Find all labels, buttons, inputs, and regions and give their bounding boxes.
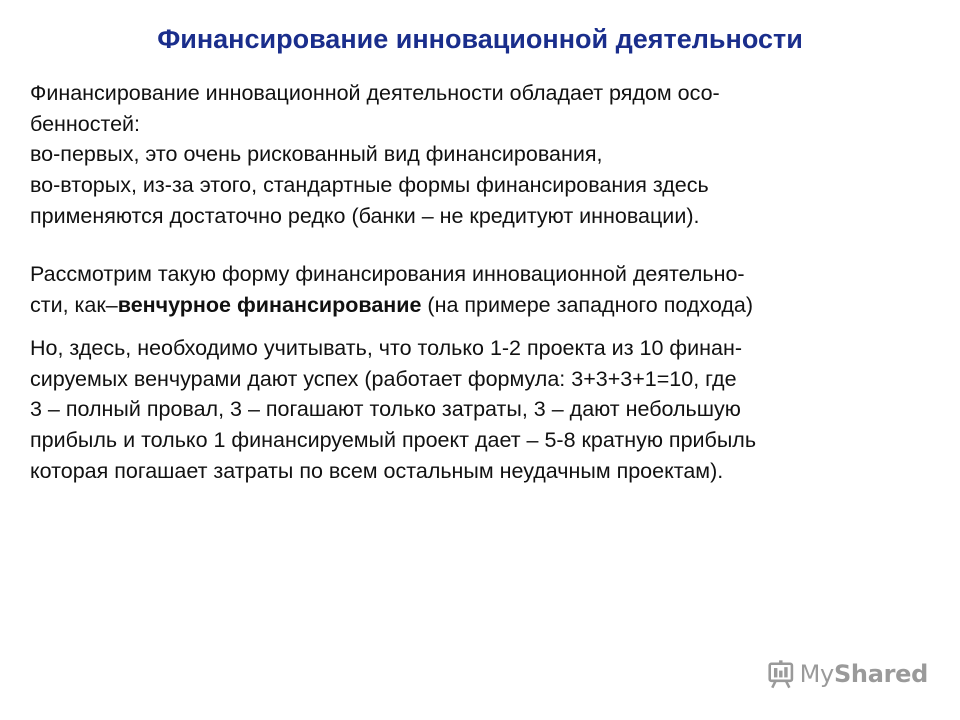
text-line: прибыль и только 1 финансируемый проект дает – 5-8 кратную прибыль (30, 428, 757, 453)
text-line: 3 – полный провал, 3 – погашают только затраты, 3 – дают небольшую (30, 397, 741, 422)
watermark-prefix: My (799, 660, 834, 688)
slide-title: Финансирование инновационной деятельности (157, 24, 803, 54)
text-line: которая погашает затраты по всем остальным неудачным проектам). (30, 458, 724, 483)
text-line: Но, здесь, необходимо учитывать, что только 1-2 проекта из 10 финан- (30, 336, 742, 360)
text-line: применяются достаточно редко (банки – не кредитуют инновации). (30, 203, 700, 228)
venture-financing-term: венчурное финансирование (117, 292, 422, 317)
text-line: во-первых, это очень рискованный вид финансирования, (30, 142, 603, 167)
paragraph-venture (30, 259, 940, 320)
text-line: сируемых венчурами дают успех (работает формула: 3+3+3+1=10, где (30, 366, 737, 391)
watermark-suffix: Shared (833, 660, 928, 688)
text-fragment: (на примере западного подхода) (421, 292, 754, 317)
text-line: Рассмотрим такую форму финансирования инновационной деятельно- (30, 262, 745, 286)
paragraph-formula (30, 333, 940, 487)
text-line: бенностей: (30, 111, 141, 136)
text-line: Финансирование инновационной деятельности обладает рядом осо- (30, 81, 720, 105)
mysharedwatermark (768, 656, 928, 692)
text-fragment: сти, как– (30, 292, 118, 317)
watermark-label (800, 660, 928, 688)
paragraph-features (30, 78, 940, 232)
presentation-board-icon (768, 657, 794, 691)
text-line: во-вторых, из-за этого, стандартные формы финансирования здесь (30, 173, 709, 198)
text-line (30, 290, 940, 321)
